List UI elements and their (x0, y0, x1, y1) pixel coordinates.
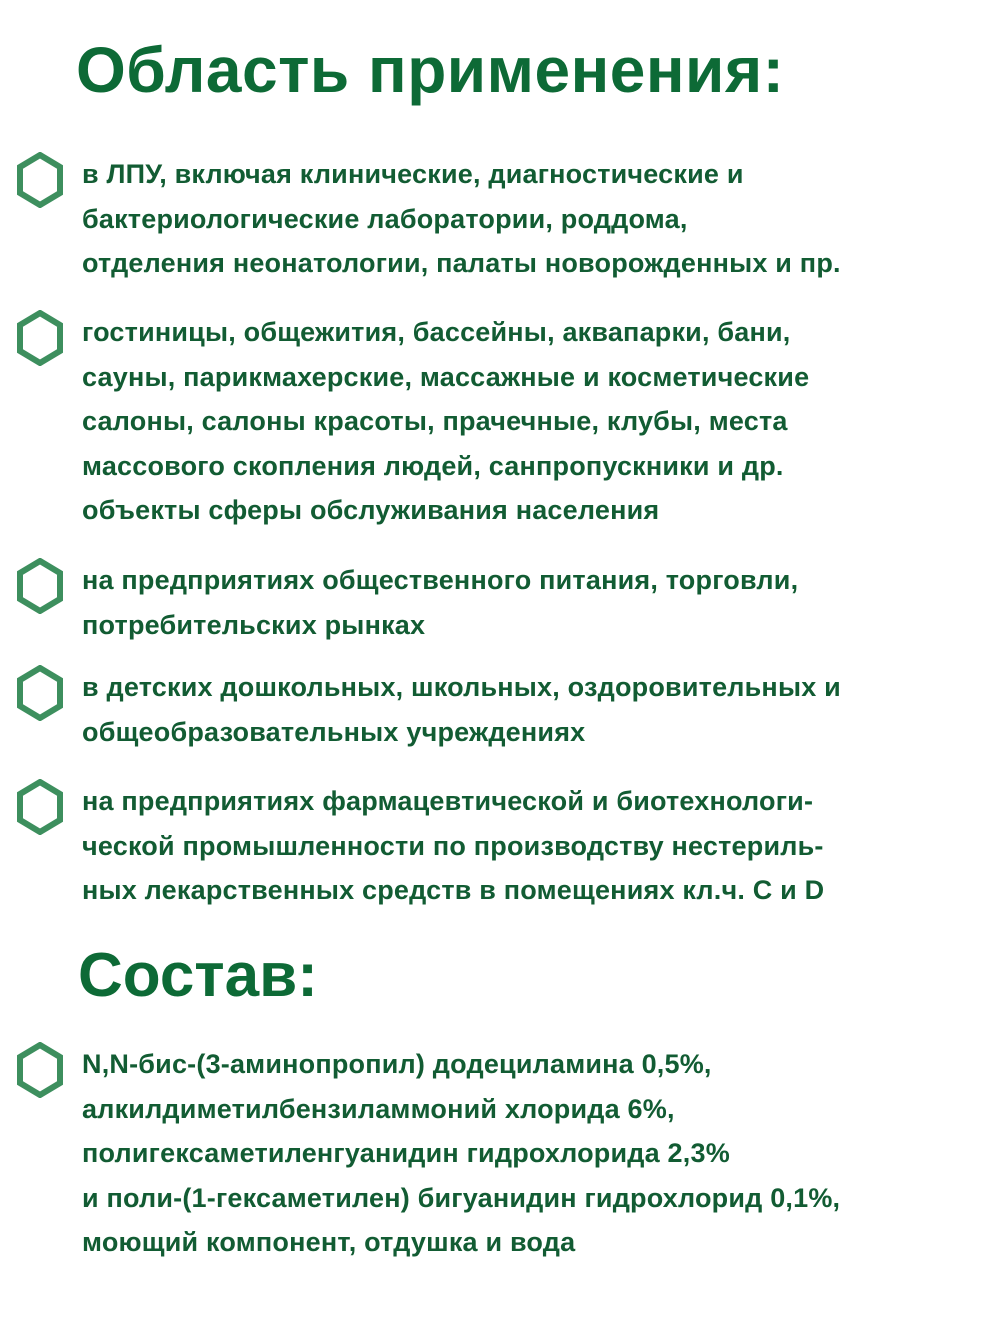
hexagon-bullet-icon (16, 152, 64, 208)
text-line: на предприятиях общественного питания, торговли, (82, 565, 799, 595)
text-line: и поли-(1-гексаметилен) бигуанидин гидрохлорид 0,1%, (82, 1182, 841, 1213)
hexagon-bullet-icon (16, 665, 64, 721)
section-title-composition: Состав: (78, 941, 318, 1010)
hexagon-bullet-icon (16, 310, 64, 366)
text-line: сауны, парикмахерские, массажные и косметические (82, 361, 810, 392)
text-line: бактериологические лаборатории, роддома, (82, 203, 688, 234)
application-item-text (82, 152, 992, 286)
text-line: ческой промышленности по производству нестериль- (82, 830, 824, 861)
application-item-text (82, 779, 992, 913)
section-title-application: Область применения: (76, 34, 785, 106)
hexagon-bullet-icon (16, 779, 64, 835)
text-line: полигексаметиленгуанидин гидрохлорида 2,3% (82, 1138, 730, 1168)
text-line: потребительских рынках (82, 609, 426, 640)
application-item-text (82, 558, 992, 647)
hexagon-bullet-icon (16, 558, 64, 614)
hexagon-bullet-icon (16, 1042, 64, 1098)
text-line: салоны, салоны красоты, прачечные, клубы, места (82, 406, 788, 436)
text-line: N,N-бис-(3-аминопропил) додециламина 0,5%, (82, 1049, 712, 1079)
text-line: на предприятиях фармацевтической и биотехнологи- (82, 786, 814, 816)
text-line: общеобразовательных учреждениях (82, 716, 586, 747)
text-line: гостиницы, общежития, бассейны, аквапарки, бани, (82, 317, 791, 347)
composition-item-text (82, 1042, 992, 1265)
text-line: алкилдиметилбензиламмоний хлорида 6%, (82, 1093, 675, 1124)
text-line: в ЛПУ, включая клинические, диагностические и (82, 159, 744, 189)
text-line: моющий компонент, отдушка и вода (82, 1227, 576, 1257)
text-line: массового скопления людей, санпропускники и др. (82, 450, 784, 481)
text-line: в детских дошкольных, школьных, оздоровительных и (82, 672, 841, 702)
application-item-text (82, 310, 992, 533)
text-line: объекты сферы обслуживания населения (82, 495, 660, 525)
text-line: отделения неонатологии, палаты новорожденных и пр. (82, 248, 841, 278)
text-line: ных лекарственных средств в помещениях кл.ч. С и D (82, 875, 825, 905)
application-item-text (82, 665, 992, 754)
